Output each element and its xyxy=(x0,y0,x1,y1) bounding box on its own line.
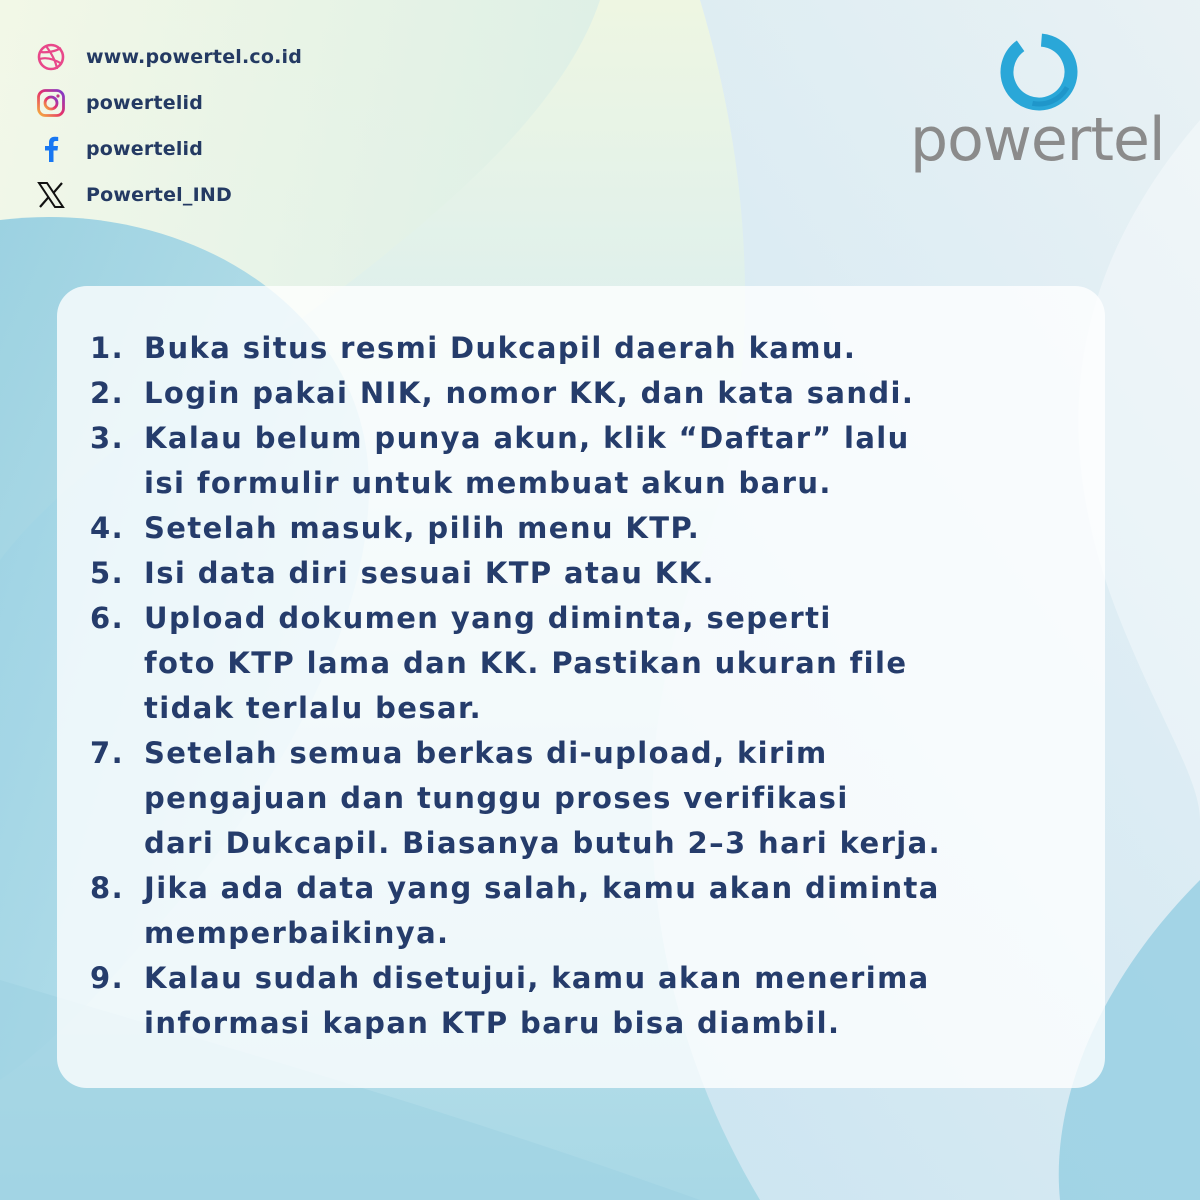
social-facebook[interactable] xyxy=(36,126,302,172)
logo-wordmark: powertel xyxy=(910,105,1165,175)
x-icon xyxy=(36,177,72,213)
step-text: Setelah masuk, pilih menu KTP. xyxy=(144,511,701,545)
dribbble-icon xyxy=(36,39,72,75)
list-item xyxy=(90,596,1080,731)
social-label: powertelid xyxy=(86,92,204,114)
list-item xyxy=(90,371,1080,416)
step-number: 7. xyxy=(90,736,124,770)
list-item xyxy=(90,731,1080,866)
social-x[interactable] xyxy=(36,172,302,218)
step-text: Jika ada data yang salah, kamu akan diminta memperbaikinya. xyxy=(144,871,940,950)
social-label: powertelid xyxy=(86,138,204,160)
step-number: 3. xyxy=(90,421,124,455)
step-text: Kalau sudah disetujui, kamu akan menerima informasi kapan KTP baru bisa diambil. xyxy=(144,961,930,1040)
list-item xyxy=(90,416,1080,506)
powertel-logo xyxy=(900,28,1170,178)
list-item xyxy=(90,551,1080,596)
facebook-icon xyxy=(36,131,72,167)
step-text: Setelah semua berkas di-upload, kirim pengajuan dan tunggu proses verifikasi dari Dukcapil. Biasanya butuh 2–3 hari kerja. xyxy=(144,736,942,860)
instagram-icon xyxy=(36,85,72,121)
step-text: Buka situs resmi Dukcapil daerah kamu. xyxy=(144,331,857,365)
step-number: 8. xyxy=(90,871,124,905)
list-item xyxy=(90,506,1080,551)
step-text: Isi data diri sesuai KTP atau KK. xyxy=(144,556,715,590)
step-number: 6. xyxy=(90,601,124,635)
step-number: 1. xyxy=(90,331,124,365)
step-number: 2. xyxy=(90,376,124,410)
social-instagram[interactable] xyxy=(36,80,302,126)
social-links xyxy=(36,34,302,218)
social-website[interactable] xyxy=(36,34,302,80)
step-text: Kalau belum punya akun, klik “Daftar” lalu isi formulir untuk membuat akun baru. xyxy=(144,421,910,500)
list-item xyxy=(90,956,1080,1046)
step-number: 4. xyxy=(90,511,124,545)
step-text: Upload dokumen yang diminta, seperti foto KTP lama dan KK. Pastikan ukuran file tidak terlalu besar. xyxy=(144,601,908,725)
step-number: 9. xyxy=(90,961,124,995)
step-text: Login pakai NIK, nomor KK, dan kata sandi. xyxy=(144,376,915,410)
social-label: Powertel_IND xyxy=(86,184,232,206)
steps-list xyxy=(90,326,1080,1046)
step-number: 5. xyxy=(90,556,124,590)
social-label: www.powertel.co.id xyxy=(86,46,303,68)
list-item xyxy=(90,326,1080,371)
list-item xyxy=(90,866,1080,956)
logo-ring-icon xyxy=(995,28,1083,116)
